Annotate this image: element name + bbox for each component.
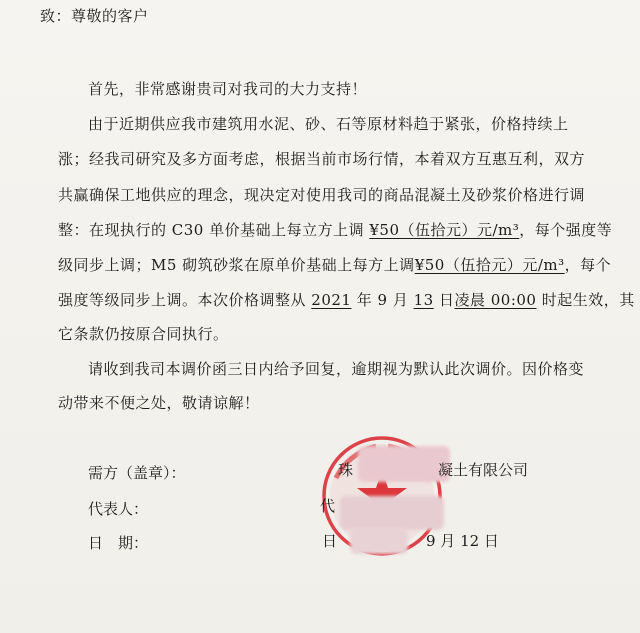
- representative-fragment: 代: [320, 497, 336, 515]
- effective-year: 2021: [311, 291, 352, 309]
- paragraph1-line7: 它条款仍按原合同执行。: [58, 325, 229, 343]
- c30-increase: ¥50（伍拾元）元/m³: [369, 221, 520, 239]
- salutation: 致：尊敬的客户: [40, 7, 149, 25]
- representative-label: 代表人：: [88, 500, 149, 518]
- company-name-suffix: 凝土有限公司: [438, 461, 529, 479]
- effective-time: 凌晨 00:00: [454, 291, 537, 309]
- date-value: 9 月 12 日: [426, 532, 499, 550]
- paragraph1-line4-start: 整：在现执行的 C30 单价基础上每立方上调: [58, 221, 370, 239]
- paragraph2-line2: 动带来不便之处，敬请谅解！: [58, 394, 260, 412]
- intro-line: 首先，非常感谢贵司对我司的大力支持！: [88, 80, 368, 98]
- paragraph1-line2: 涨；经我司研究及多方面考虑，根据当前市场行情，本着双方互惠互利，双方: [58, 150, 586, 168]
- redacted-company-name: [358, 446, 450, 482]
- company-name-prefix: 珠: [338, 461, 354, 479]
- paragraph1-line6: [58, 290, 635, 310]
- redacted-date: [350, 528, 408, 554]
- day-text: 日: [433, 291, 455, 309]
- paragraph1-line4: [58, 220, 612, 240]
- date-prefix: 日: [322, 532, 338, 550]
- month-text: 年 9 月: [351, 291, 414, 309]
- paragraph1-line6-start: 强度等级同步上调。本次价格调整从: [58, 291, 312, 309]
- redacted-representative: [340, 496, 444, 530]
- paragraph1-line6-end: 时起生效，其: [536, 291, 635, 309]
- paragraph1-line1: 由于近期供应我市建筑用水泥、砂、石等原材料趋于紧张，价格持续上: [88, 115, 569, 133]
- paragraph2-line1: 请收到我司本调价函三日内给予回复，逾期视为默认此次调价。因价格变: [88, 360, 585, 378]
- paragraph1-line5-start: 级同步上调；M5 砌筑砂浆在原单价基础上每方上调: [58, 256, 415, 274]
- m5-increase: ¥50（伍拾元）元/m³: [414, 256, 565, 274]
- paragraph1-line5-end: ，每个: [564, 256, 612, 274]
- paragraph1-line3: 共赢确保工地供应的理念，现决定对使用我司的商品混凝土及砂浆价格进行调: [58, 186, 586, 204]
- paragraph1-line4-end: ，每个强度等: [519, 221, 613, 239]
- buyer-seal-label: 需方（盖章）：: [88, 464, 186, 482]
- paragraph1-line5: [58, 255, 611, 275]
- date-label: 日 期：: [88, 534, 149, 552]
- effective-day: 13: [413, 291, 434, 309]
